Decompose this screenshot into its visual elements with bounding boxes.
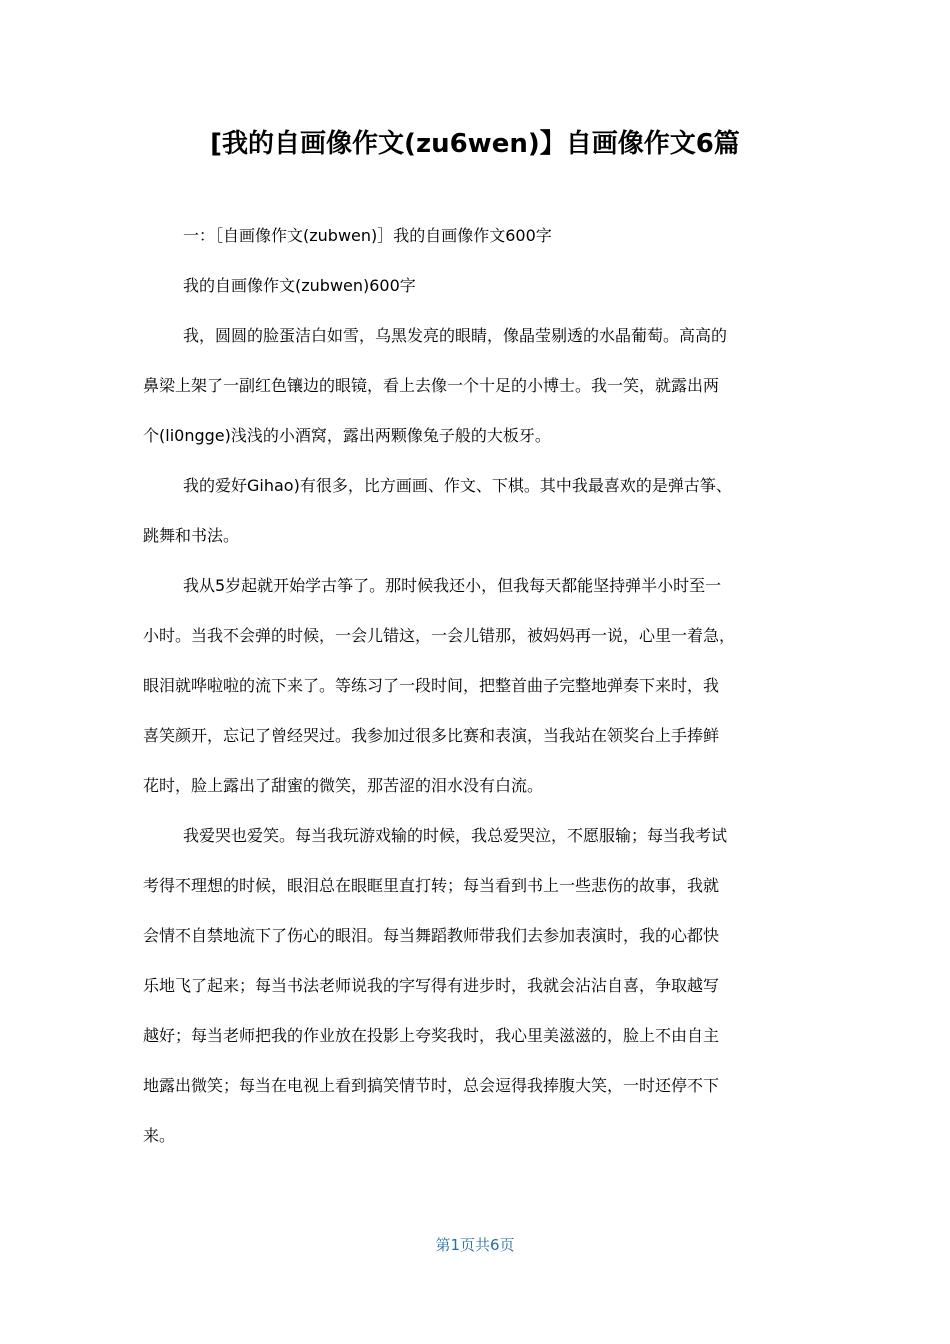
paragraph-line: 个(li0ngge)浅浅的小酒窝，露出两颗像兔子般的大板牙。 (143, 426, 551, 445)
document-title: [我的自画像作文(zu6wen)】自画像作文6篇 (210, 129, 740, 159)
paragraph-line: 跳舞和书法。 (143, 526, 240, 545)
paragraph-line: 考得不理想的时候，眼泪总在眼眶里直打转；每当看到书上一些悲伤的故事，我就 (143, 876, 720, 895)
paragraph-line: 我，圆圆的脸蛋洁白如雪，乌黑发亮的眼睛，像晶莹剔透的水晶葡萄。高高的 (183, 326, 728, 345)
paragraph-line: 鼻梁上架了一副红色镶边的眼镜，看上去像一个十足的小博士。我一笑，就露出两 (143, 376, 720, 395)
paragraph-line: 来。 (143, 1126, 176, 1145)
paragraph-line: 越好；每当老师把我的作业放在投影上夸奖我时，我心里美滋滋的，脸上不由自主 (143, 1026, 720, 1045)
heading-line: 一：［自画像作文(zubwen)］我的自画像作文600字 (183, 226, 552, 245)
paragraph-line: 乐地飞了起来；每当书法老师说我的字写得有进步时，我就会沾沾自喜，争取越写 (143, 976, 720, 995)
paragraph-line: 地露出微笑；每当在电视上看到搞笑情节时，总会逗得我捧腹大笑，一时还停不下 (143, 1076, 720, 1095)
paragraph-line: 我从5岁起就开始学古筝了。那时候我还小，但我每天都能坚持弹半小时至一 (183, 576, 722, 595)
paragraph-line: 我的爱好Gihao)有很多，比方画画、作文、下棋。其中我最喜欢的是弹古筝、 (183, 476, 732, 495)
paragraph-line: 花时，脸上露出了甜蜜的微笑，那苦涩的泪水没有白流。 (143, 776, 544, 795)
paragraph-line: 小时。当我不会弹的时候，一会儿错这，一会儿错那，被妈妈再一说，心里一着急， (143, 626, 736, 645)
page-number: 第1页共6页 (435, 1236, 515, 1254)
paragraph-line: 喜笑颜开，忘记了曾经哭过。我参加过很多比赛和表演，当我站在领奖台上手捧鲜 (143, 726, 720, 745)
paragraph-line: 眼泪就哗啦啦的流下来了。等练习了一段时间，把整首曲子完整地弹奏下来时，我 (143, 676, 720, 695)
paragraph-line: 会情不自禁地流下了伤心的眼泪。每当舞蹈教师带我们去参加表演时，我的心都快 (143, 926, 720, 945)
document-body (143, 222, 808, 1172)
paragraph-line: 我爱哭也爱笑。每当我玩游戏输的时候，我总爱哭泣，不愿服输；每当我考试 (183, 826, 728, 845)
subtitle-line: 我的自画像作文(zubwen)600字 (183, 276, 416, 295)
